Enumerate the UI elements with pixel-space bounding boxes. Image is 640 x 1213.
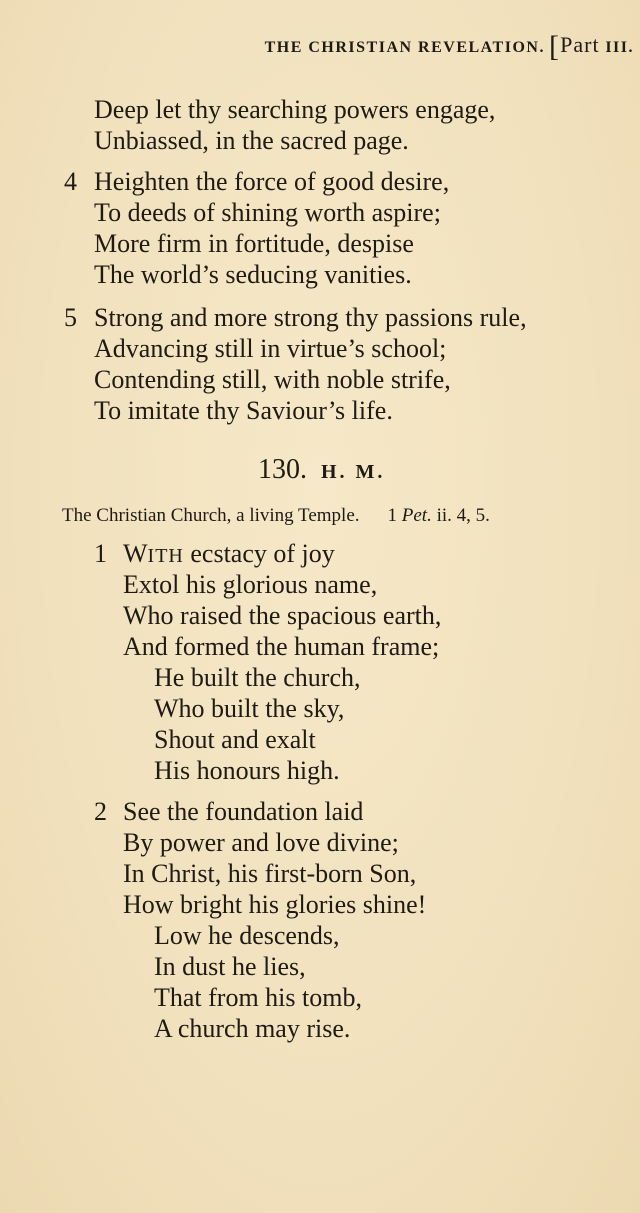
verse-line: He built the church, [154, 663, 361, 692]
running-title: THE CHRISTIAN REVELATION. [264, 39, 545, 56]
verse-line: Deep let thy searching powers engage, [94, 95, 496, 124]
verse-line: Advancing still in virtue’s school; [94, 334, 447, 363]
verse-line: Contending still, with noble strife, [94, 365, 451, 394]
part-bracket: [ [548, 30, 561, 63]
stanza-number: 4 [64, 167, 77, 196]
verse-line: Low he descends, [154, 921, 340, 950]
hymn-subtitle-row [62, 505, 490, 527]
verse-line: And formed the human frame; [123, 632, 440, 661]
verse-line: Heighten the force of good desire, [94, 167, 450, 196]
verse-line: Who built the sky, [154, 694, 345, 723]
scripture-reference [388, 505, 490, 526]
verse-line: See the foundation laid [123, 797, 364, 826]
verse-line: In Christ, his first-born Son, [123, 859, 417, 888]
ref-book-number: 1 [387, 505, 402, 526]
verse-line [123, 539, 335, 571]
verse-line: More firm in fortitude, despise [94, 229, 414, 258]
stanza-number: 1 [94, 539, 107, 568]
verse-line: Strong and more strong thy passions rule, [94, 303, 527, 332]
stanza-number: 5 [64, 303, 77, 332]
part-label: Part [560, 32, 600, 57]
verse-line: A church may rise. [154, 1014, 351, 1043]
drop-word-initial: W [123, 539, 148, 568]
hymn-heading [258, 454, 385, 486]
verse-line: How bright his glories shine! [123, 890, 427, 919]
first-line-rest: ecstacy of joy [183, 539, 335, 568]
verse-line: The world’s seducing vanities. [94, 260, 412, 289]
verse-line: Who raised the spacious earth, [123, 601, 442, 630]
verse-line: By power and love divine; [123, 828, 399, 857]
verse-line: To deeds of shining worth aspire; [94, 198, 441, 227]
verse-line: Shout and exalt [154, 725, 316, 754]
hymn-number: 130. [258, 454, 307, 485]
verse-line: His honours high. [154, 756, 340, 785]
verse-line: Unbiassed, in the sacred page. [94, 126, 409, 155]
ref-chapter-verse: ii. 4, 5. [431, 505, 490, 526]
part-number: III. [605, 39, 634, 56]
drop-word-rest: ITH [147, 545, 184, 567]
hymn-subtitle: The Christian Church, a living Temple. [62, 505, 360, 526]
ref-book-name: Pet. [401, 505, 432, 526]
verse-line: To imitate thy Saviour’s life. [94, 396, 393, 425]
stanza-number: 2 [94, 797, 107, 826]
verse-line: In dust he lies, [154, 952, 306, 981]
hymn-meter: H. M. [321, 461, 386, 483]
running-header [265, 30, 634, 64]
verse-line: That from his tomb, [154, 983, 362, 1012]
verse-line: Extol his glorious name, [123, 570, 378, 599]
